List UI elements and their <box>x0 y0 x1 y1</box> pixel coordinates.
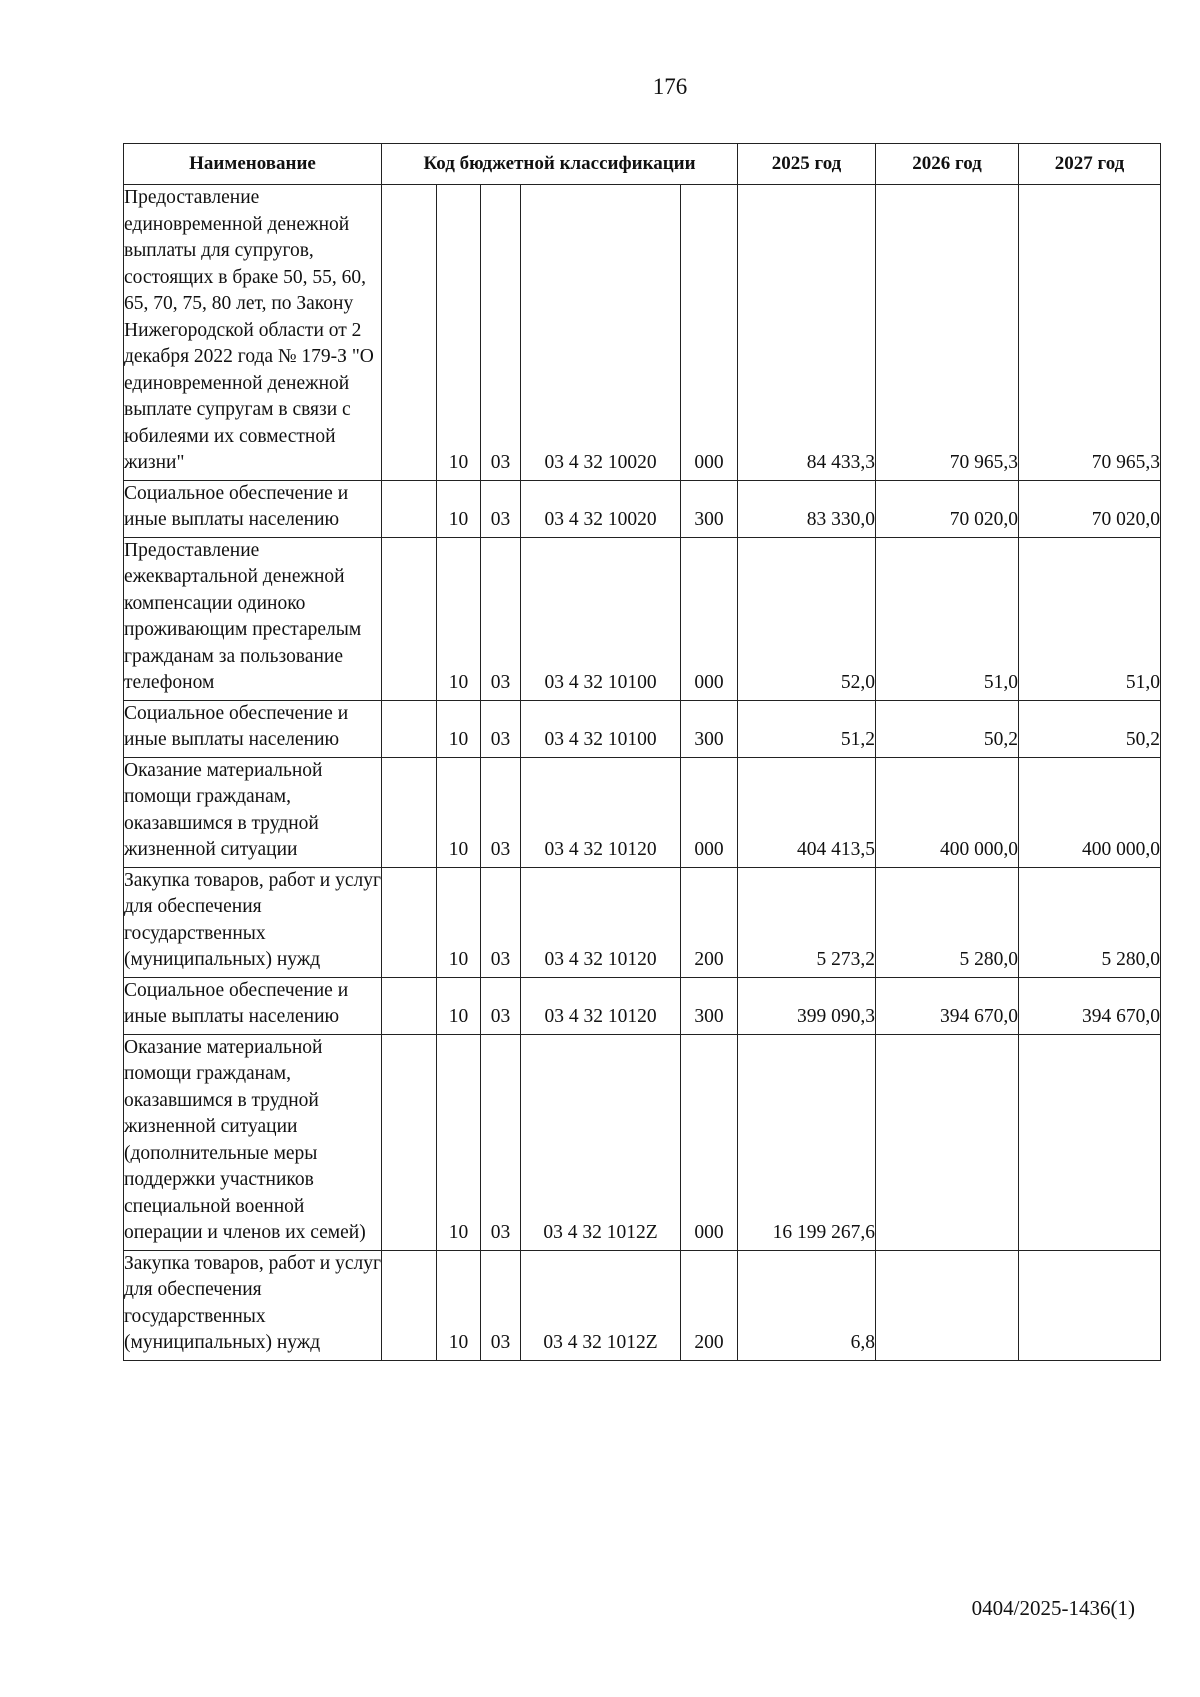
row-section: 10 <box>437 757 481 867</box>
row-name: Предоставление единовременной денежной выплаты для супругов, состоящих в браке 50, 55, 60, 65, 70, 75, 80 лет, по Закону Нижегородской области от 2 декабря 2022 года № 179-З "О единовременной денежной выплате супругам в связи с юбилеями их совместной жизни" <box>124 185 382 481</box>
row-amount-2026: 394 670,0 <box>876 977 1019 1034</box>
row-target-code: 03 4 32 10020 <box>521 480 681 537</box>
row-amount-2027 <box>1019 1034 1161 1250</box>
header-code: Код бюджетной классификации <box>382 144 738 185</box>
header-2026: 2026 год <box>876 144 1019 185</box>
row-section: 10 <box>437 867 481 977</box>
header-2025: 2025 год <box>738 144 876 185</box>
row-subsection: 03 <box>481 185 521 481</box>
table-row <box>124 537 1161 700</box>
document-code: 0404/2025-1436(1) <box>971 1596 1135 1620</box>
row-name: Закупка товаров, работ и услуг для обеспечения государственных (муниципальных) нужд <box>124 1250 382 1360</box>
row-subsection: 03 <box>481 1034 521 1250</box>
table-header-row <box>124 144 1161 185</box>
row-target-code: 03 4 32 10120 <box>521 867 681 977</box>
table-row <box>124 480 1161 537</box>
row-amount-2027: 51,0 <box>1019 537 1161 700</box>
row-blank <box>382 1250 437 1360</box>
table-body <box>124 185 1161 1361</box>
row-amount-2027: 400 000,0 <box>1019 757 1161 867</box>
row-amount-2025: 51,2 <box>738 700 876 757</box>
row-expense-type: 200 <box>681 867 738 977</box>
table-row <box>124 1034 1161 1250</box>
row-amount-2027: 70 020,0 <box>1019 480 1161 537</box>
row-target-code: 03 4 32 10020 <box>521 185 681 481</box>
row-name: Социальное обеспечение и иные выплаты населению <box>124 480 382 537</box>
row-blank <box>382 480 437 537</box>
row-section: 10 <box>437 1034 481 1250</box>
row-expense-type: 200 <box>681 1250 738 1360</box>
row-amount-2026: 70 020,0 <box>876 480 1019 537</box>
row-amount-2027: 5 280,0 <box>1019 867 1161 977</box>
row-amount-2027 <box>1019 1250 1161 1360</box>
table-row <box>124 757 1161 867</box>
row-amount-2027: 394 670,0 <box>1019 977 1161 1034</box>
row-amount-2025: 399 090,3 <box>738 977 876 1034</box>
row-expense-type: 000 <box>681 757 738 867</box>
row-target-code: 03 4 32 10120 <box>521 757 681 867</box>
row-name: Социальное обеспечение и иные выплаты населению <box>124 977 382 1034</box>
row-expense-type: 300 <box>681 700 738 757</box>
row-subsection: 03 <box>481 867 521 977</box>
row-target-code: 03 4 32 10100 <box>521 537 681 700</box>
row-section: 10 <box>437 1250 481 1360</box>
row-section: 10 <box>437 480 481 537</box>
header-2027: 2027 год <box>1019 144 1161 185</box>
row-subsection: 03 <box>481 537 521 700</box>
row-blank <box>382 185 437 481</box>
row-blank <box>382 867 437 977</box>
row-blank <box>382 537 437 700</box>
row-subsection: 03 <box>481 700 521 757</box>
row-amount-2027: 70 965,3 <box>1019 185 1161 481</box>
page-number: 176 <box>652 74 688 99</box>
table-row <box>124 977 1161 1034</box>
row-name: Социальное обеспечение и иные выплаты населению <box>124 700 382 757</box>
table-row <box>124 185 1161 481</box>
row-expense-type: 000 <box>681 185 738 481</box>
row-target-code: 03 4 32 1012Z <box>521 1034 681 1250</box>
row-expense-type: 000 <box>681 1034 738 1250</box>
row-name: Закупка товаров, работ и услуг для обеспечения государственных (муниципальных) нужд <box>124 867 382 977</box>
row-amount-2025: 52,0 <box>738 537 876 700</box>
row-target-code: 03 4 32 10100 <box>521 700 681 757</box>
row-name: Оказание материальной помощи гражданам, оказавшимся в трудной жизненной ситуации <box>124 757 382 867</box>
row-section: 10 <box>437 185 481 481</box>
row-target-code: 03 4 32 10120 <box>521 977 681 1034</box>
row-section: 10 <box>437 537 481 700</box>
row-name: Оказание материальной помощи гражданам, оказавшимся в трудной жизненной ситуации (дополнительные меры поддержки участников специальной военной операции и членов их семей) <box>124 1034 382 1250</box>
row-subsection: 03 <box>481 757 521 867</box>
row-amount-2025: 83 330,0 <box>738 480 876 537</box>
row-blank <box>382 757 437 867</box>
table-row <box>124 1250 1161 1360</box>
header-name: Наименование <box>124 144 382 185</box>
row-amount-2026: 50,2 <box>876 700 1019 757</box>
budget-table <box>123 143 1161 1361</box>
row-amount-2026: 400 000,0 <box>876 757 1019 867</box>
row-subsection: 03 <box>481 480 521 537</box>
row-section: 10 <box>437 700 481 757</box>
row-amount-2026: 70 965,3 <box>876 185 1019 481</box>
row-amount-2026 <box>876 1034 1019 1250</box>
row-name: Предоставление ежеквартальной денежной компенсации одиноко проживающим престарелым гражданам за пользование телефоном <box>124 537 382 700</box>
row-amount-2027: 50,2 <box>1019 700 1161 757</box>
row-amount-2025: 5 273,2 <box>738 867 876 977</box>
row-amount-2026 <box>876 1250 1019 1360</box>
row-amount-2025: 84 433,3 <box>738 185 876 481</box>
row-expense-type: 300 <box>681 480 738 537</box>
row-target-code: 03 4 32 1012Z <box>521 1250 681 1360</box>
table-row <box>124 700 1161 757</box>
row-amount-2026: 5 280,0 <box>876 867 1019 977</box>
row-amount-2026: 51,0 <box>876 537 1019 700</box>
row-amount-2025: 6,8 <box>738 1250 876 1360</box>
row-amount-2025: 16 199 267,6 <box>738 1034 876 1250</box>
table-row <box>124 867 1161 977</box>
row-blank <box>382 700 437 757</box>
row-expense-type: 300 <box>681 977 738 1034</box>
row-blank <box>382 1034 437 1250</box>
row-subsection: 03 <box>481 977 521 1034</box>
row-amount-2025: 404 413,5 <box>738 757 876 867</box>
row-subsection: 03 <box>481 1250 521 1360</box>
row-section: 10 <box>437 977 481 1034</box>
row-expense-type: 000 <box>681 537 738 700</box>
row-blank <box>382 977 437 1034</box>
